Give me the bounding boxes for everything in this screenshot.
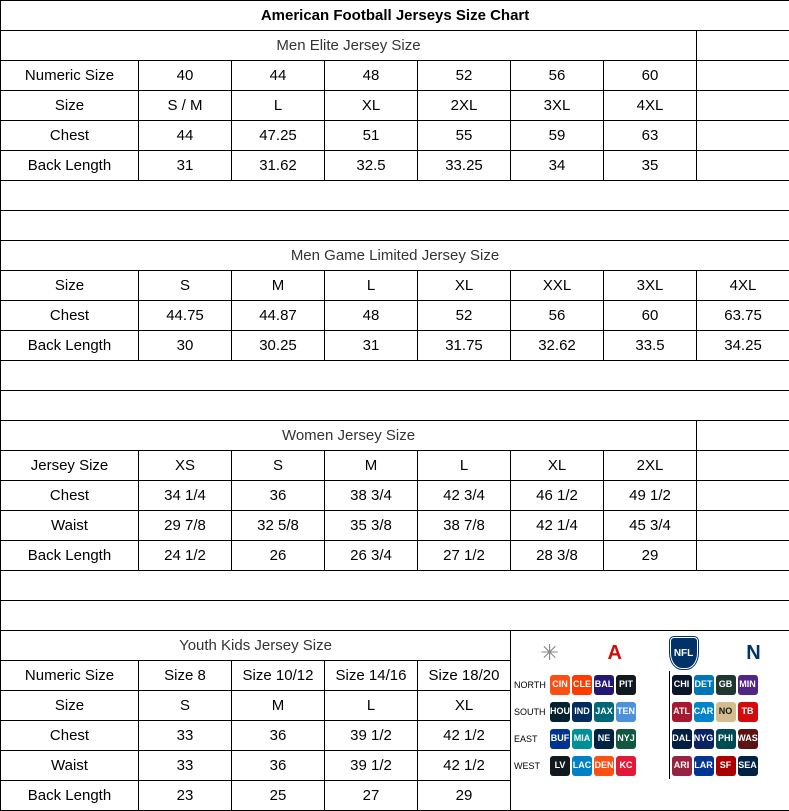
team-logo: GB bbox=[716, 675, 736, 695]
table-cell: 56 bbox=[511, 301, 604, 331]
team-logo: ARI bbox=[672, 756, 692, 776]
table-cell: 52 bbox=[418, 301, 511, 331]
team-logo: CAR bbox=[694, 702, 714, 722]
table-cell: S bbox=[139, 691, 232, 721]
chart-title-row bbox=[1, 1, 789, 31]
table-cell: 42 1/4 bbox=[511, 511, 604, 541]
table-cell: 63 bbox=[604, 121, 697, 151]
empty-cell bbox=[697, 91, 789, 121]
table-cell: 49 1/2 bbox=[604, 481, 697, 511]
table-cell: 56 bbox=[511, 61, 604, 91]
table-cell: 52 bbox=[418, 61, 511, 91]
youth-title-row bbox=[1, 631, 789, 661]
table-cell: 24 1/2 bbox=[139, 541, 232, 571]
table-cell: L bbox=[325, 271, 418, 301]
row-label: Jersey Size bbox=[1, 451, 139, 481]
row-label: Waist bbox=[1, 511, 139, 541]
team-logo: SEA bbox=[738, 756, 758, 776]
team-logo: ATL bbox=[672, 702, 692, 722]
table-cell: 4XL bbox=[604, 91, 697, 121]
table-cell: XL bbox=[418, 691, 511, 721]
empty-cell bbox=[697, 31, 789, 61]
table-cell: 33.5 bbox=[604, 331, 697, 361]
team-logo: JAX bbox=[594, 702, 614, 722]
table-cell: XL bbox=[511, 451, 604, 481]
table-cell: 36 bbox=[232, 721, 325, 751]
table-cell: 42 1/2 bbox=[418, 751, 511, 781]
team-logo: BUF bbox=[550, 729, 570, 749]
nfc-logo: N bbox=[746, 642, 759, 665]
section-title-youth: Youth Kids Jersey Size bbox=[1, 631, 511, 661]
team-logo: MIN bbox=[738, 675, 758, 695]
women-title-row bbox=[1, 421, 789, 451]
team-logo: BAL bbox=[594, 675, 614, 695]
nfl-teams-logo-panel bbox=[511, 631, 789, 811]
table-cell: 42 3/4 bbox=[418, 481, 511, 511]
spacer-row bbox=[1, 571, 789, 601]
nfc-east-teams bbox=[672, 729, 789, 749]
conference-divider bbox=[669, 752, 670, 779]
table-cell: 40 bbox=[139, 61, 232, 91]
table-cell: 59 bbox=[511, 121, 604, 151]
row-label: Back Length bbox=[1, 541, 139, 571]
row-label: Chest bbox=[1, 121, 139, 151]
table-cell: 48 bbox=[325, 301, 418, 331]
table-cell: S bbox=[232, 451, 325, 481]
table-cell: XXL bbox=[511, 271, 604, 301]
team-logo: LAR bbox=[694, 756, 714, 776]
table-cell: S / M bbox=[139, 91, 232, 121]
row-label: Back Length bbox=[1, 331, 139, 361]
table-cell: M bbox=[232, 271, 325, 301]
table-cell: Size 14/16 bbox=[325, 661, 418, 691]
table-cell: Size 8 bbox=[139, 661, 232, 691]
empty-cell bbox=[697, 121, 789, 151]
conference-divider bbox=[669, 698, 670, 725]
division-row-north bbox=[512, 671, 788, 698]
spacer bbox=[1, 361, 789, 391]
division-row-east bbox=[512, 725, 788, 752]
table-cell: 34 1/4 bbox=[139, 481, 232, 511]
spacer bbox=[1, 211, 789, 241]
table-row bbox=[1, 481, 789, 511]
spacer bbox=[1, 601, 789, 631]
table-cell: 33 bbox=[139, 721, 232, 751]
team-logo: IND bbox=[572, 702, 592, 722]
men-game-title-row bbox=[1, 241, 789, 271]
row-label: Numeric Size bbox=[1, 61, 139, 91]
page-title: American Football Jerseys Size Chart bbox=[1, 1, 789, 31]
table-cell: Size 18/20 bbox=[418, 661, 511, 691]
spacer bbox=[1, 181, 789, 211]
table-cell: 44.87 bbox=[232, 301, 325, 331]
afc-west-teams bbox=[550, 756, 667, 776]
table-cell: 31.62 bbox=[232, 151, 325, 181]
table-cell: 26 3/4 bbox=[325, 541, 418, 571]
row-label: Chest bbox=[1, 301, 139, 331]
table-cell: 31 bbox=[325, 331, 418, 361]
afc-south-teams bbox=[550, 702, 667, 722]
spacer-row bbox=[1, 391, 789, 421]
table-cell: 2XL bbox=[418, 91, 511, 121]
team-logo: DET bbox=[694, 675, 714, 695]
table-cell: 31.75 bbox=[418, 331, 511, 361]
table-cell: XS bbox=[139, 451, 232, 481]
row-label: Size bbox=[1, 91, 139, 121]
division-label: SOUTH bbox=[514, 707, 550, 717]
nfc-north-teams bbox=[672, 675, 789, 695]
table-row bbox=[1, 511, 789, 541]
table-row bbox=[1, 301, 789, 331]
table-cell: 2XL bbox=[604, 451, 697, 481]
table-cell: 36 bbox=[232, 751, 325, 781]
table-row bbox=[1, 151, 789, 181]
table-cell: 63.75 bbox=[697, 301, 789, 331]
team-logo: CLE bbox=[572, 675, 592, 695]
empty-cell bbox=[697, 421, 789, 451]
table-cell: 42 1/2 bbox=[418, 721, 511, 751]
logos-wrap bbox=[512, 633, 788, 808]
team-logo: PIT bbox=[616, 675, 636, 695]
division-label: WEST bbox=[514, 761, 550, 771]
division-label: EAST bbox=[514, 734, 550, 744]
table-row bbox=[1, 451, 789, 481]
conference-logos-row bbox=[512, 633, 788, 671]
team-logo: CIN bbox=[550, 675, 570, 695]
table-cell: S bbox=[139, 271, 232, 301]
team-logo: LV bbox=[550, 756, 570, 776]
table-cell: 31 bbox=[139, 151, 232, 181]
table-cell: L bbox=[418, 451, 511, 481]
team-logo: NYG bbox=[694, 729, 714, 749]
table-cell: XL bbox=[325, 91, 418, 121]
spacer-row bbox=[1, 601, 789, 631]
team-logo: TB bbox=[738, 702, 758, 722]
table-cell: 60 bbox=[604, 61, 697, 91]
table-cell: Size 10/12 bbox=[232, 661, 325, 691]
table-cell: M bbox=[232, 691, 325, 721]
team-logo: KC bbox=[616, 756, 636, 776]
table-row bbox=[1, 271, 789, 301]
table-row bbox=[1, 541, 789, 571]
table-cell: 28 3/8 bbox=[511, 541, 604, 571]
table-cell: L bbox=[232, 91, 325, 121]
empty-cell bbox=[697, 541, 789, 571]
row-label: Size bbox=[1, 691, 139, 721]
spacer-row bbox=[1, 211, 789, 241]
table-cell: M bbox=[325, 451, 418, 481]
table-cell: 30.25 bbox=[232, 331, 325, 361]
division-label: NORTH bbox=[514, 680, 550, 690]
team-logo: PHI bbox=[716, 729, 736, 749]
team-logo: DEN bbox=[594, 756, 614, 776]
section-title-women: Women Jersey Size bbox=[1, 421, 697, 451]
empty-cell bbox=[697, 151, 789, 181]
spacer-row bbox=[1, 181, 789, 211]
table-cell: 34 bbox=[511, 151, 604, 181]
table-cell: 26 bbox=[232, 541, 325, 571]
table-row bbox=[1, 331, 789, 361]
table-cell: 55 bbox=[418, 121, 511, 151]
conference-divider bbox=[669, 725, 670, 752]
table-cell: 27 bbox=[325, 781, 418, 811]
table-cell: 39 1/2 bbox=[325, 751, 418, 781]
empty-cell bbox=[697, 61, 789, 91]
table-cell: 25 bbox=[232, 781, 325, 811]
table-cell: 44.75 bbox=[139, 301, 232, 331]
table-cell: 33.25 bbox=[418, 151, 511, 181]
spacer-row bbox=[1, 361, 789, 391]
table-cell: 51 bbox=[325, 121, 418, 151]
table-cell: 34.25 bbox=[697, 331, 789, 361]
team-logo: DAL bbox=[672, 729, 692, 749]
section-title-men-game-limited: Men Game Limited Jersey Size bbox=[1, 241, 789, 271]
table-cell: 3XL bbox=[604, 271, 697, 301]
table-cell: 29 7/8 bbox=[139, 511, 232, 541]
row-label: Back Length bbox=[1, 781, 139, 811]
table-row bbox=[1, 121, 789, 151]
table-cell: 60 bbox=[604, 301, 697, 331]
table-cell: 46 1/2 bbox=[511, 481, 604, 511]
team-logo: NE bbox=[594, 729, 614, 749]
row-label: Back Length bbox=[1, 151, 139, 181]
team-logo: NO bbox=[716, 702, 736, 722]
empty-cell bbox=[697, 511, 789, 541]
table-cell: 38 7/8 bbox=[418, 511, 511, 541]
table-cell: 48 bbox=[325, 61, 418, 91]
table-cell: 32.62 bbox=[511, 331, 604, 361]
table-cell: 38 3/4 bbox=[325, 481, 418, 511]
table-cell: 4XL bbox=[697, 271, 789, 301]
section-title-men-elite: Men Elite Jersey Size bbox=[1, 31, 697, 61]
table-cell: 23 bbox=[139, 781, 232, 811]
table-cell: 35 3/8 bbox=[325, 511, 418, 541]
row-label: Waist bbox=[1, 751, 139, 781]
empty-cell bbox=[697, 481, 789, 511]
row-label: Numeric Size bbox=[1, 661, 139, 691]
table-cell: 44 bbox=[139, 121, 232, 151]
table-cell: 39 1/2 bbox=[325, 721, 418, 751]
table-cell: 36 bbox=[232, 481, 325, 511]
team-logo: LAC bbox=[572, 756, 592, 776]
team-logo: SF bbox=[716, 756, 736, 776]
nfl-shield-icon: NFL bbox=[670, 637, 698, 669]
table-cell: 44 bbox=[232, 61, 325, 91]
team-logo: CHI bbox=[672, 675, 692, 695]
spacer bbox=[1, 571, 789, 601]
table-cell: 30 bbox=[139, 331, 232, 361]
table-cell: 35 bbox=[604, 151, 697, 181]
table-cell: 29 bbox=[604, 541, 697, 571]
star-burst-icon: ✳ bbox=[540, 640, 558, 666]
afc-logo: A bbox=[607, 642, 620, 665]
table-cell: 47.25 bbox=[232, 121, 325, 151]
table-cell: 27 1/2 bbox=[418, 541, 511, 571]
table-cell: L bbox=[325, 691, 418, 721]
nfc-south-teams bbox=[672, 702, 789, 722]
division-row-south bbox=[512, 698, 788, 725]
table-cell: 33 bbox=[139, 751, 232, 781]
spacer bbox=[1, 391, 789, 421]
table-cell: 45 3/4 bbox=[604, 511, 697, 541]
empty-cell bbox=[697, 451, 789, 481]
table-cell: 3XL bbox=[511, 91, 604, 121]
team-logo: MIA bbox=[572, 729, 592, 749]
afc-east-teams bbox=[550, 729, 667, 749]
table-row bbox=[1, 61, 789, 91]
table-cell: 32 5/8 bbox=[232, 511, 325, 541]
row-label: Size bbox=[1, 271, 139, 301]
afc-north-teams bbox=[550, 675, 667, 695]
row-label: Chest bbox=[1, 481, 139, 511]
team-logo: WAS bbox=[738, 729, 758, 749]
nfc-west-teams bbox=[672, 756, 789, 776]
table-cell: 32.5 bbox=[325, 151, 418, 181]
conference-divider bbox=[669, 671, 670, 698]
table-cell: 29 bbox=[418, 781, 511, 811]
table-row bbox=[1, 91, 789, 121]
men-elite-title-row bbox=[1, 31, 789, 61]
row-label: Chest bbox=[1, 721, 139, 751]
team-logo: NYJ bbox=[616, 729, 636, 749]
division-row-west bbox=[512, 752, 788, 779]
team-logo: HOU bbox=[550, 702, 570, 722]
table-cell: XL bbox=[418, 271, 511, 301]
team-logo: TEN bbox=[616, 702, 636, 722]
